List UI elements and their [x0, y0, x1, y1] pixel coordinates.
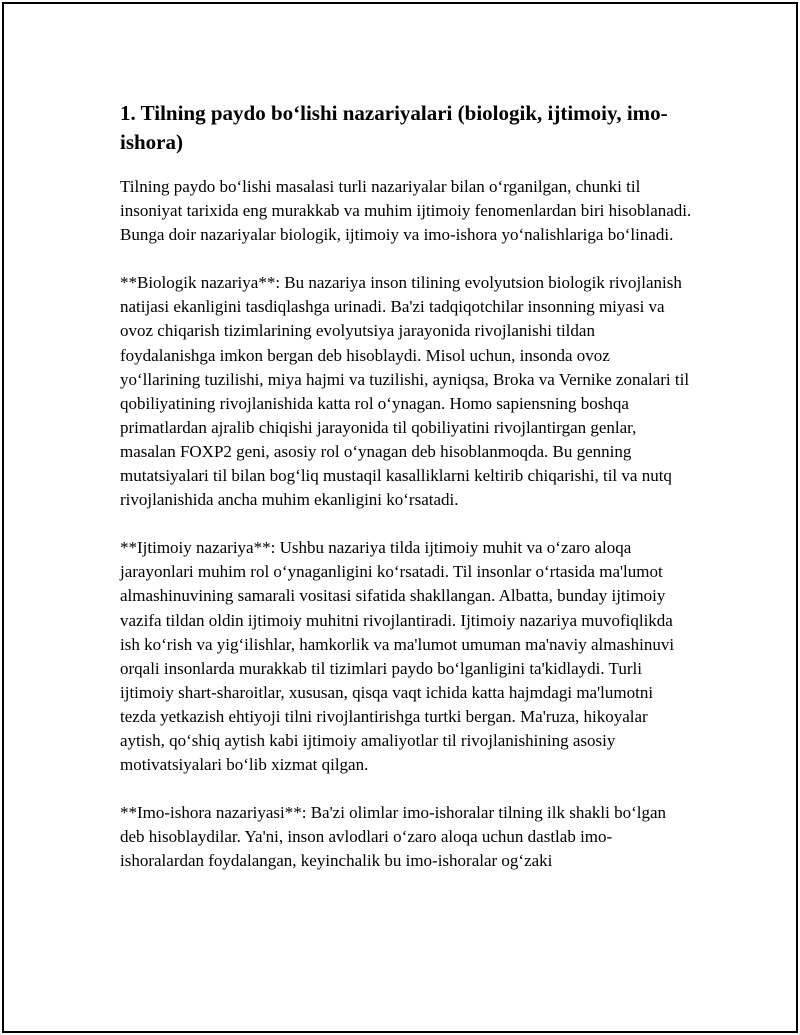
- section-heading: 1. Tilning paydo bo‘lishi nazariyalari (biologik, ijtimoiy, imo-ishora): [120, 101, 668, 154]
- page-frame: [2, 2, 798, 1033]
- document-body: [120, 99, 692, 897]
- paragraph-biological-theory: **Biologik nazariya**: Bu nazariya inson tilining evolyutsion biologik rivojlanish natijasi ekanligini tasdiqlashga urinadi. Ba'zi tadqiqotchilar insonning miyasi va ovoz chiqarish tizimlarining evolyutsiya jarayonida rivojlanishi tildan foydalanishga imkon bergan deb hisoblaydi. Misol uchun, insonda ovoz yo‘llarining tuzilishi, miya hajmi va tuzilishi, ayniqsa, Broka va Vernike zonalari til qobiliyatining rivojlanishida katta rol o‘ynagan. Homo sapiensning boshqa primatlardan ajralib chiqishi jarayonida til qobiliyatini rivojlantirgan genlar, masalan FOXP2 geni, asosiy rol o‘ynagan deb hisoblanmoqda. Bu genning mutatsiyalari til bilan bog‘liq mustaqil kasalliklarni keltirib chiqarishi, til va nutq rivojlanishida ancha muhim ekanligini ko‘rsatadi.: [120, 273, 690, 510]
- paragraph-gesture-theory: **Imo-ishora nazariyasi**: Ba'zi olimlar imo-ishoralar tilning ilk shakli bo‘lgan deb hisoblaydilar. Ya'ni, inson avlodlari o‘zaro aloqa uchun dastlab imo-ishoralardan foydalangan, keyinchalik bu imo-ishoralar og‘zaki: [120, 803, 666, 871]
- paragraph-social-theory: **Ijtimoiy nazariya**: Ushbu nazariya tilda ijtimoiy muhit va o‘zaro aloqa jarayonlari muhim rol o‘ynaganligini ko‘rsatadi. Til insonlar o‘rtasida ma'lumot almashinuvining samarali vositasi sifatida shakllangan. Albatta, bunday ijtimoiy vazifa tildan oldin ijtimoiy muhitni rivojlantiradi. Ijtimoiy nazariya muvofiqlikda ish ko‘rish va yig‘ilishlar, hamkorlik va ma'lumot umuman ma'naviy almashinuvi orqali insonlarda murakkab til tizimlari paydo bo‘lganligini ta'kidlaydi. Turli ijtimoiy shart-sharoitlar, xususan, qisqa vaqt ichida katta hajmdagi ma'lumotni tezda yetkazish ehtiyoji tilni rivojlantirishga turtki bergan. Ma'ruza, hikoyalar aytish, qo‘shiq aytish kabi ijtimoiy amaliyotlar til rivojlanishining asosiy motivatsiyalari bo‘lib xizmat qilgan.: [120, 538, 675, 775]
- paragraph-intro: Tilning paydo bo‘lishi masalasi turli nazariyalar bilan o‘rganilgan, chunki til insoniyat tarixida eng murakkab va muhim ijtimoiy fenomenlardan biri hisoblanadi. Bunga doir nazariyalar biologik, ijtimoiy va imo-ishora yo‘nalishlariga bo‘linadi.: [120, 177, 692, 245]
